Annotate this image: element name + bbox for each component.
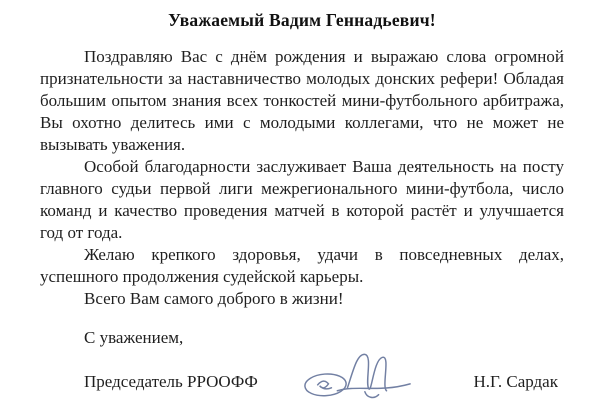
letter-closing: С уважением, — [84, 328, 184, 347]
letter-paragraph-3: Желаю крепкого здоровья, удачи в повседневных делах, успешного продолжения судейской карьеры. — [40, 245, 564, 286]
letter-paragraph-1: Поздравляю Вас с днём рождения и выражаю слова огромной признательности за наставничество молодых донских рефери! Обладая большим опытом знания всех тонкостей мини-футбольного арбитража, Вы охотно делитесь ими с молодыми коллегами, что не может не вызывать уважения. — [40, 47, 564, 154]
letter-paragraph-2: Особой благодарности заслуживает Ваша деятельность на посту главного судьи первой лиги межрегионального мини-футбола, число команд и качество проведения матчей в которой растёт и улучшается год от года. — [40, 157, 564, 242]
letter-paragraph-4: Всего Вам самого доброго в жизни! — [84, 289, 344, 308]
letter-title: Уважаемый Вадим Геннадьевич! — [168, 10, 436, 30]
signer-name: Н.Г. Сардак — [473, 372, 558, 391]
signer-position: Председатель РРООФФ — [84, 372, 258, 391]
signature-block — [84, 371, 558, 406]
handwritten-signature-icon — [298, 345, 416, 406]
